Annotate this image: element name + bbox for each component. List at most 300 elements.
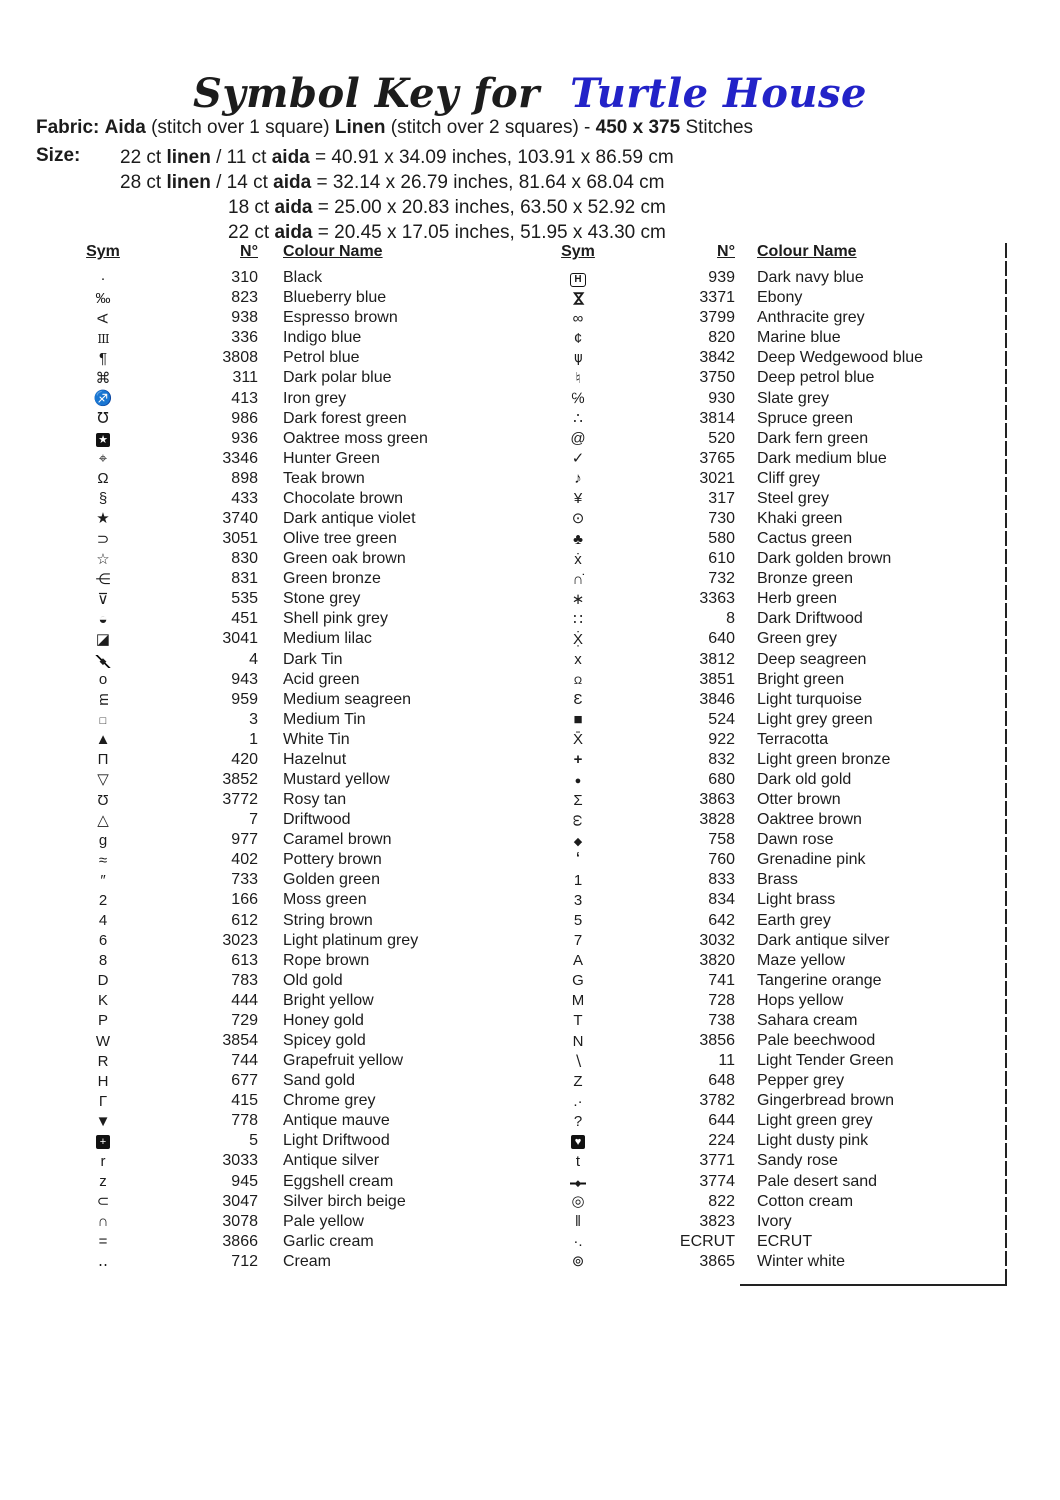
symbol-glyph-cell [555,1234,601,1249]
text-segment: aida [274,197,313,218]
symbol-row [555,609,1005,629]
symbol-glyph: 7 [573,932,583,950]
symbol-glyph-cell [555,953,601,968]
symbol-row [555,1031,1005,1051]
table-header [555,243,1005,268]
colour-name: Light Driftwood [283,1132,390,1150]
colour-name: Ivory [757,1212,792,1230]
thread-number: 831 [231,570,258,588]
colour-name: Pale yellow [283,1212,364,1230]
symbol-glyph-cell [80,732,126,747]
thread-number: 415 [231,1092,258,1110]
symbol-glyph: ◎ [571,1193,585,1211]
symbol-row [80,268,520,288]
symbol-row [80,670,520,690]
symbol-row [80,1011,520,1031]
colour-name: White Tin [283,730,350,748]
text-segment: Linen [334,117,386,138]
colour-name: Gingerbread brown [757,1092,894,1110]
text-segment: = 20.45 x 17.05 inches, 51.95 x 43.30 cm [312,222,666,243]
colour-name: Black [283,269,323,287]
symbol-glyph-cell [555,672,601,687]
symbol-glyph: ⋔ [571,349,585,367]
symbol-glyph-cell [555,471,601,486]
colour-name: Earth grey [757,911,831,929]
thread-number: 451 [231,610,258,628]
thread-number: 3856 [699,1032,735,1049]
symbol-row [555,569,1005,589]
symbol-glyph-cell [80,1034,126,1049]
thread-number: 834 [708,891,735,909]
symbol-row [80,770,520,790]
symbol-glyph-cell [555,1133,601,1149]
fabric-line [36,117,753,139]
colour-name: Dawn rose [757,831,834,849]
symbol-row [555,1131,1005,1151]
symbol-glyph: ∖ [573,1052,583,1070]
colour-name: Deep petrol blue [757,369,875,387]
colour-name: Blueberry blue [283,289,387,307]
symbol-glyph: ¢ [573,329,583,347]
colour-name: Oaktree brown [757,811,862,829]
header-colour-name: Colour Name [283,243,383,260]
symbol-glyph: ♐ [93,390,113,407]
colour-name: Cliff grey [757,469,820,487]
symbol-glyph: 2 [98,891,108,909]
symbol-glyph-cell [80,552,126,567]
thread-number: 3032 [699,931,735,949]
colour-name: Teak brown [283,469,365,487]
colour-name: Hops yellow [757,991,844,1009]
thread-number: 8 [726,610,735,628]
symbol-glyph-cell [80,532,126,547]
symbol-glyph: x [574,651,582,669]
symbol-glyph: ◆ [570,1177,586,1190]
colour-name: Medium lilac [283,630,372,648]
symbol-glyph: T [573,1012,583,1030]
symbol-glyph: ▽ [97,771,109,789]
symbol-glyph: ℧ [97,410,109,428]
colour-name: Ebony [757,289,803,307]
symbol-glyph-cell [80,712,126,727]
text-segment: (stitch over 2 squares) - [385,117,596,138]
symbol-row [555,770,1005,790]
symbol-row [80,1131,520,1151]
symbol-glyph: = [98,1233,108,1251]
text-segment: aida [271,147,310,168]
colour-name: Pottery brown [283,851,382,869]
colour-name: Spicey gold [283,1032,366,1049]
symbol-glyph-cell [555,1054,601,1069]
thread-number: 224 [708,1132,735,1150]
text-segment: Fabric: [36,117,100,138]
symbol-row [80,890,520,910]
symbol-glyph-cell [80,1133,126,1149]
symbol-row [80,308,520,328]
colour-name: Otter brown [757,791,841,809]
symbol-row [555,649,1005,669]
symbol-glyph-cell [80,491,126,506]
thread-number: 3 [249,710,258,728]
text-segment: 22 ct [120,147,167,168]
symbol-glyph: § [98,490,108,508]
symbol-glyph: G [572,972,584,990]
header-colour-name: Colour Name [757,243,857,260]
size-line [0,220,674,245]
thread-number: 310 [231,269,258,287]
symbol-glyph-cell [80,632,126,647]
size-lines [0,145,674,245]
symbol-glyph-cell [555,813,601,828]
symbol-row [80,549,520,569]
symbol-table-left [80,243,520,1272]
symbol-glyph: ☆ [96,550,110,568]
colour-name: Winter white [757,1252,846,1270]
symbol-glyph-cell [555,331,601,346]
symbol-glyph: Π [97,751,109,769]
symbol-glyph: ·. [573,1233,583,1251]
symbol-glyph: ⋈ [569,290,587,306]
symbol-glyph: X̄ [572,731,583,749]
symbol-glyph: ∴ [573,410,583,428]
symbol-glyph-cell [80,572,126,587]
symbol-row [80,790,520,810]
colour-name: Silver birch beige [283,1192,406,1210]
thread-number: 3772 [222,791,258,809]
colour-name: Tangerine orange [757,971,882,989]
text-segment: Stitches [680,117,754,138]
text-segment: 18 ct [228,197,275,218]
colour-name: Light Tender Green [757,1052,894,1070]
text-segment: 22 ct [228,222,275,243]
symbol-glyph-cell [555,1034,601,1049]
symbol-row [555,1252,1005,1272]
colour-name: Bright green [757,670,845,688]
colour-name: Terracotta [757,730,829,748]
colour-name: Stone grey [283,590,361,608]
symbol-glyph-cell [80,652,126,668]
symbol-glyph: ẋ [574,550,582,568]
thread-number: 433 [231,489,258,507]
symbol-glyph: Ω [97,470,109,488]
symbol-glyph-cell [80,511,126,526]
text-segment: / 14 ct [210,172,274,193]
symbol-row [80,1031,520,1051]
symbol-glyph: Σ [573,791,583,809]
symbol-row [80,348,520,368]
symbol-row [80,368,520,388]
symbol-glyph-cell [555,270,601,287]
colour-name: Deep Wedgewood blue [757,349,924,367]
symbol-glyph-cell [555,391,601,406]
symbol-row [555,529,1005,549]
symbol-glyph-cell [555,873,601,888]
symbol-glyph-cell [80,1054,126,1069]
text-segment: = 25.00 x 20.83 inches, 63.50 x 52.92 cm [312,197,666,218]
symbol-row [555,1192,1005,1212]
colour-name: Caramel brown [283,831,392,849]
thread-number: 3842 [699,349,735,367]
symbol-glyph-cell [80,973,126,988]
colour-name: Petrol blue [283,349,360,367]
colour-name: Grapefruit yellow [283,1052,404,1070]
symbol-glyph: △ [97,811,109,829]
symbol-row [555,368,1005,388]
header-number: N° [717,243,735,260]
symbol-glyph: III [97,331,109,346]
size-line [0,170,674,195]
colour-name: Acid green [283,670,360,688]
thread-number: 3765 [699,449,735,467]
colour-name: Chrome grey [283,1092,376,1110]
symbol-row [80,750,520,770]
symbol-glyph-cell [80,291,126,306]
thread-number: 3782 [699,1092,735,1110]
symbol-glyph-cell [555,752,601,767]
thread-number: 644 [708,1112,735,1130]
colour-name: Olive tree green [283,530,397,548]
thread-number: 3371 [699,289,735,307]
symbol-row [80,288,520,308]
thread-number: 317 [708,489,735,507]
thread-number: 3866 [222,1232,258,1250]
symbol-glyph-cell [555,451,601,466]
symbol-row [80,1071,520,1091]
colour-name: Hunter Green [283,449,380,467]
page-title [0,70,1060,117]
symbol-row [555,509,1005,529]
symbol-glyph: ω [569,814,587,826]
symbol-glyph-cell [555,291,601,306]
symbol-glyph: ⋲ [95,570,111,588]
thread-number: 729 [231,1011,258,1029]
colour-name: Light green bronze [757,750,891,768]
symbol-glyph-cell [555,913,601,928]
thread-number: 1 [249,730,258,748]
symbol-glyph-cell [80,692,126,707]
text-segment: aida [274,222,313,243]
symbol-glyph: ▼ [95,1112,111,1130]
text-segment: 450 x 375 [595,117,681,138]
text-segment: Aida [104,117,146,138]
symbol-row [555,690,1005,710]
symbol-row [555,629,1005,649]
colour-name: Brass [757,871,798,889]
symbol-glyph-cell [80,853,126,868]
symbol-glyph-cell [555,572,601,587]
symbol-row [555,288,1005,308]
symbol-glyph: 5 [573,912,583,930]
symbol-row [80,911,520,931]
colour-name: Light dusty pink [757,1132,869,1150]
symbol-glyph-cell [80,331,126,346]
thread-number: 986 [231,409,258,427]
colour-name: Medium Tin [283,710,366,728]
thread-number: 3051 [222,530,258,548]
symbol-glyph: 4 [98,912,108,930]
header-sym: Sym [561,243,595,260]
symbol-row [80,409,520,429]
symbol-row [80,1151,520,1171]
colour-name: Light green grey [757,1112,873,1130]
symbol-glyph-cell [555,793,601,808]
symbol-glyph-cell [80,1074,126,1089]
thread-number: 3814 [699,409,735,427]
symbol-glyph-cell [555,1214,601,1229]
symbol-row [555,449,1005,469]
symbol-glyph: ♣ [573,530,583,548]
symbol-glyph: ⊃ [96,530,110,548]
text-segment: aida [273,172,312,193]
symbol-glyph-cell [80,1154,126,1169]
symbol-row [80,931,520,951]
symbol-glyph-cell [555,532,601,547]
text-segment: linen [166,147,211,168]
colour-name: Dark medium blue [757,449,887,467]
symbol-glyph-cell [555,833,601,848]
symbol-glyph-cell [80,772,126,787]
colour-name: Dark fern green [757,429,869,447]
symbol-glyph-cell [80,371,126,386]
colour-name: Antique silver [283,1152,380,1170]
thread-number: 3346 [222,449,258,467]
symbol-glyph: A [572,952,583,970]
symbol-glyph-cell [555,1174,601,1190]
symbol-row [555,710,1005,730]
colour-name: String brown [283,911,373,929]
symbol-row [80,569,520,589]
symbol-glyph: P [97,1012,108,1030]
symbol-glyph-cell [555,632,601,647]
symbol-row [555,951,1005,971]
thread-number: 712 [231,1252,258,1270]
symbol-row [555,1232,1005,1252]
colour-name: Sand gold [283,1072,356,1090]
symbol-glyph: ¶ [98,349,108,367]
symbol-glyph-cell [555,371,601,386]
thread-number: 977 [231,831,258,849]
thread-number: 833 [708,871,735,889]
symbol-row [555,890,1005,910]
thread-number: 3041 [222,630,258,648]
table-header [80,243,520,268]
symbol-row [80,951,520,971]
symbol-row [80,810,520,830]
thread-number: 3047 [222,1192,258,1210]
symbol-glyph: m [94,693,112,706]
symbol-row [555,1111,1005,1131]
thread-number: 402 [231,851,258,869]
symbol-glyph: ♥ [571,1135,585,1149]
symbol-row [80,1192,520,1212]
thread-number: 580 [708,530,735,548]
colour-name: Old gold [283,971,343,989]
symbol-row [80,1212,520,1232]
thread-number: 945 [231,1172,258,1190]
colour-name: Green bronze [283,570,381,588]
colour-name: Sahara cream [757,1011,858,1029]
symbol-glyph: 1 [573,871,583,889]
symbol-glyph: ℅ [571,390,585,407]
symbol-glyph-cell [80,833,126,848]
symbol-glyph-cell [555,592,601,607]
symbol-glyph-cell [555,1254,601,1269]
thread-number: 959 [231,690,258,708]
symbol-glyph-cell [555,431,601,446]
thread-number: 7 [249,811,258,829]
symbol-row [555,670,1005,690]
symbol-row [80,629,520,649]
colour-name: Anthracite grey [757,309,865,327]
thread-number: 4 [249,650,258,668]
symbol-glyph-cell [555,1194,601,1209]
symbol-row [80,1252,520,1272]
thread-number: 778 [231,1112,258,1130]
symbol-glyph: z [99,1173,107,1191]
symbol-glyph-cell [80,793,126,808]
symbol-glyph-cell [555,1114,601,1129]
symbol-row [555,911,1005,931]
symbol-row [80,609,520,629]
colour-name: Eggshell cream [283,1172,394,1190]
colour-name: Light brass [757,891,836,909]
symbol-row [555,850,1005,870]
symbol-glyph: ‘ [575,849,581,872]
symbol-glyph-cell [80,1234,126,1249]
symbol-glyph: M [571,992,585,1010]
thread-number: 939 [708,269,735,287]
thread-number: 3021 [699,469,735,487]
symbol-row [80,489,520,509]
symbol-glyph-cell [80,471,126,486]
colour-name: Golden green [283,871,380,889]
symbol-glyph: ‰ [95,289,111,307]
symbol-glyph-cell [80,953,126,968]
thread-number: 822 [708,1192,735,1210]
symbol-glyph: ⊙ [571,510,585,528]
symbol-glyph: ◪ [95,630,111,648]
symbol-row [555,549,1005,569]
symbol-row [80,589,520,609]
colour-name: Bright yellow [283,991,374,1009]
colour-name: Maze yellow [757,951,846,969]
symbol-glyph-cell [80,391,126,406]
symbol-row [555,790,1005,810]
colour-name: Dark antique silver [757,931,890,949]
symbol-glyph-cell [80,1013,126,1028]
symbol-glyph-cell [555,933,601,948]
thread-number: 3865 [699,1252,735,1270]
symbol-glyph-cell [80,752,126,767]
symbol-row [80,1051,520,1071]
colour-name: Shell pink grey [283,610,388,628]
symbol-glyph-cell [80,1214,126,1229]
symbol-row [555,1051,1005,1071]
symbol-row [555,991,1005,1011]
colour-name: Grenadine pink [757,851,866,869]
symbol-glyph: Ω [573,675,583,688]
thread-number: 760 [708,851,735,869]
symbol-glyph: ⊂ [96,1193,110,1211]
symbol-glyph-cell [80,672,126,687]
symbol-glyph-cell [555,973,601,988]
colour-name: Hazelnut [283,750,347,768]
text-segment: / 11 ct [210,147,272,168]
symbol-glyph: ⊽ [97,590,109,608]
symbol-glyph: ∞ [572,309,584,327]
symbol-glyph: g [98,831,108,849]
symbol-row [555,489,1005,509]
